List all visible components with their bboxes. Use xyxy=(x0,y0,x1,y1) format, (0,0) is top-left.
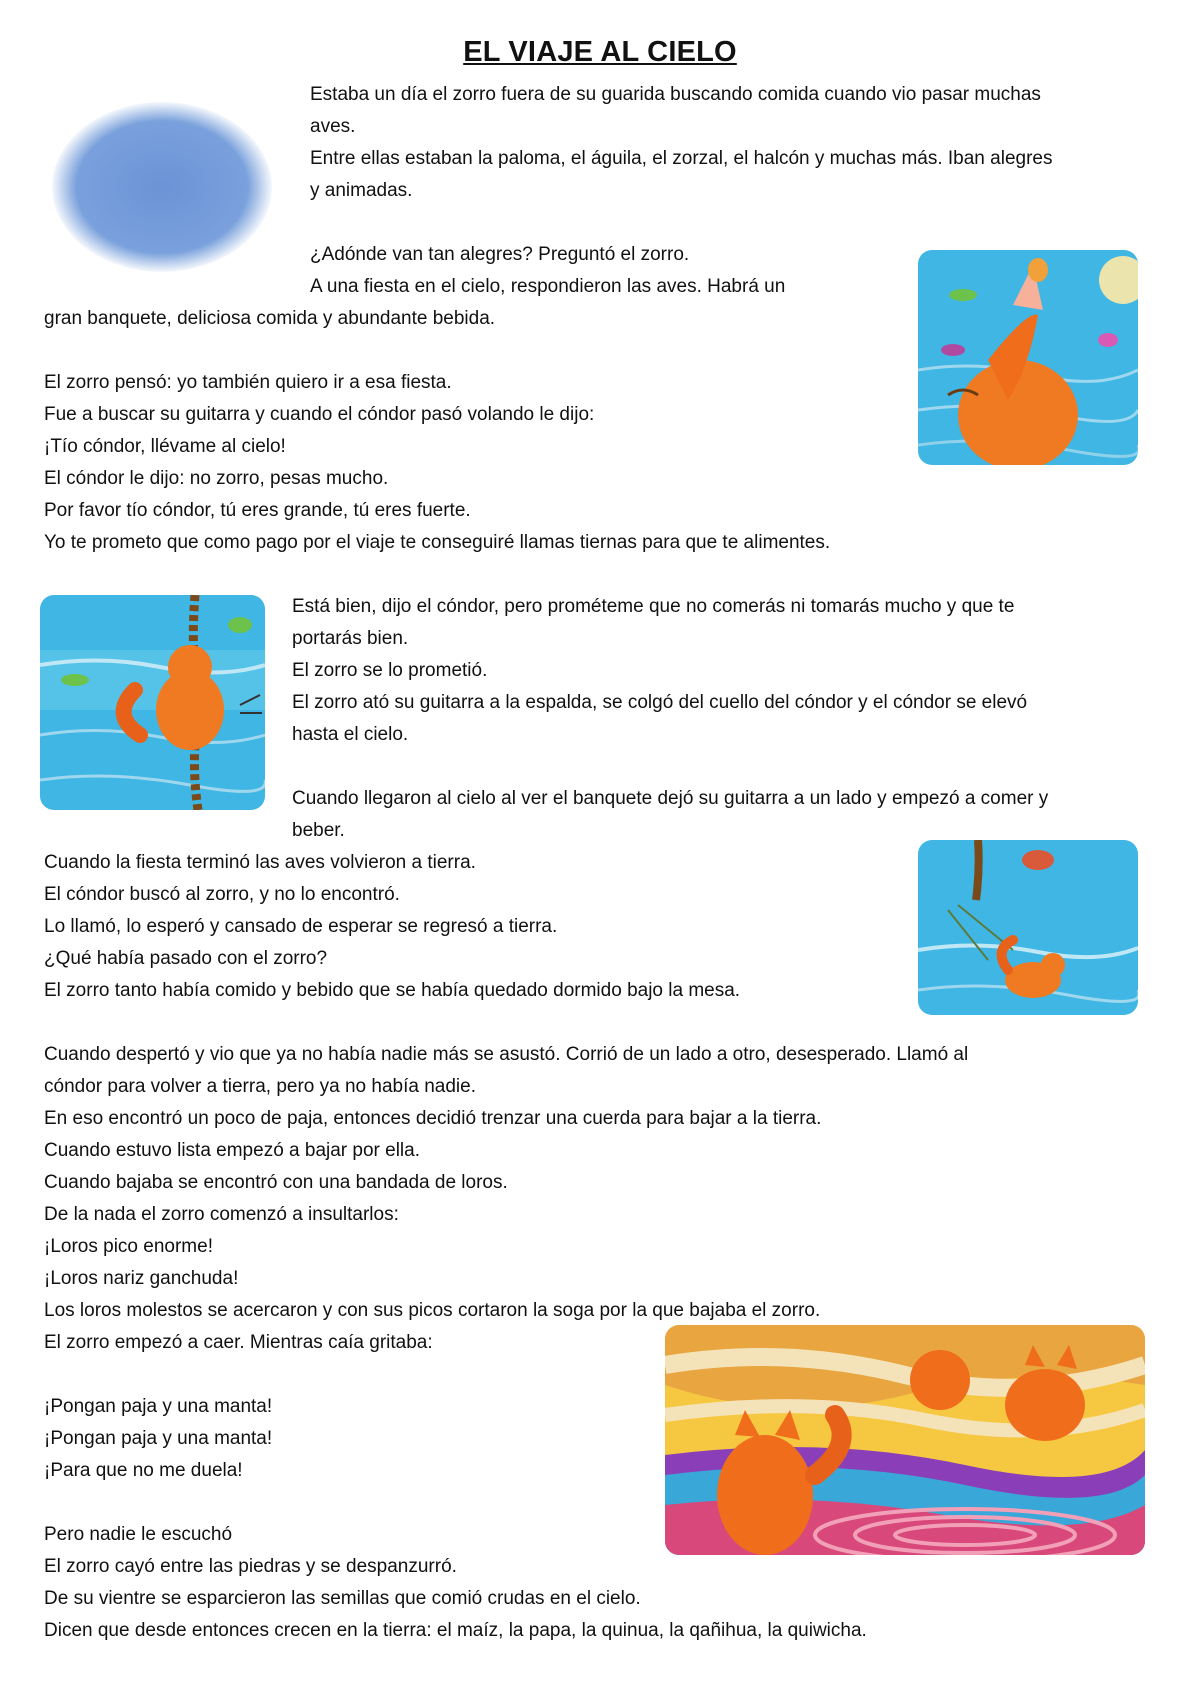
text-line: y animadas. xyxy=(310,180,413,201)
text-line: Pero nadie le escuchó xyxy=(44,1524,233,1545)
fox-landing-illustration xyxy=(665,1325,1145,1555)
text-line: ¡Pongan paja y una manta! xyxy=(44,1396,273,1417)
text-line: Cuando llegaron al cielo al ver el banquete dejó su guitarra a un lado y empezó a comer y xyxy=(292,788,1049,809)
text-line: Entre ellas estaban la paloma, el águila, el zorzal, el halcón y muchas más. Iban alegres xyxy=(310,148,1053,169)
text-line: ¡Loros pico enorme! xyxy=(44,1236,213,1257)
blue-blob-decoration xyxy=(52,102,272,272)
text-line: El zorro empezó a caer. Mientras caía gritaba: xyxy=(44,1332,433,1353)
text-line: El zorro pensó: yo también quiero ir a esa fiesta. xyxy=(44,372,452,393)
text-line: Cuando despertó y vio que ya no había nadie más se asustó. Corrió de un lado a otro, desesperado. Llamó al xyxy=(44,1044,969,1065)
text-line: Los loros molestos se acercaron y con sus picos cortaron la soga por la que bajaba el zorro. xyxy=(44,1300,821,1321)
text-line: Por favor tío cóndor, tú eres grande, tú eres fuerte. xyxy=(44,500,471,521)
text-line: Dicen que desde entonces crecen en la tierra: el maíz, la papa, la quinua, la qañihua, la quiwicha. xyxy=(44,1620,867,1641)
text-line: ¿Adónde van tan alegres? Preguntó el zorro. xyxy=(310,244,690,265)
text-line: aves. xyxy=(310,116,356,137)
text-line: Cuando la fiesta terminó las aves volvieron a tierra. xyxy=(44,852,476,873)
text-line: Está bien, dijo el cóndor, pero prométeme que no comerás ni tomarás mucho y que te xyxy=(292,596,1015,617)
text-line: Estaba un día el zorro fuera de su guarida buscando comida cuando vio pasar muchas xyxy=(310,84,1041,105)
text-line: beber. xyxy=(292,820,345,841)
text-line: A una fiesta en el cielo, respondieron las aves. Habrá un xyxy=(310,276,786,297)
text-line: El zorro tanto había comido y bebido que se había quedado dormido bajo la mesa. xyxy=(44,980,741,1001)
text-line: ¡Loros nariz ganchuda! xyxy=(44,1268,239,1289)
text-line: El zorro cayó entre las piedras y se despanzurró. xyxy=(44,1556,457,1577)
page-title: EL VIAJE AL CIELO xyxy=(463,36,737,68)
text-line: hasta el cielo. xyxy=(292,724,409,745)
text-line: ¿Qué había pasado con el zorro? xyxy=(44,948,328,969)
text-line: El zorro ató su guitarra a la espalda, se colgó del cuello del cóndor y el cóndor se elevó xyxy=(292,692,1028,713)
text-line: El cóndor buscó al zorro, y no lo encontró. xyxy=(44,884,400,905)
text-line: El zorro se lo prometió. xyxy=(292,660,488,681)
text-line: portarás bien. xyxy=(292,628,409,649)
falling-fox-illustration xyxy=(918,840,1138,1015)
text-line: ¡Pongan paja y una manta! xyxy=(44,1428,273,1449)
text-line: ¡Tío cóndor, llévame al cielo! xyxy=(44,436,286,457)
fox-on-rope-illustration xyxy=(40,595,265,810)
fox-looking-up-illustration xyxy=(918,250,1138,465)
text-line: Cuando bajaba se encontró con una bandada de loros. xyxy=(44,1172,508,1193)
text-line: De su vientre se esparcieron las semillas que comió crudas en el cielo. xyxy=(44,1588,641,1609)
text-line: Fue a buscar su guitarra y cuando el cóndor pasó volando le dijo: xyxy=(44,404,595,425)
text-line: cóndor para volver a tierra, pero ya no había nadie. xyxy=(44,1076,476,1097)
text-line: Cuando estuvo lista empezó a bajar por ella. xyxy=(44,1140,421,1161)
text-line: En eso encontró un poco de paja, entonces decidió trenzar una cuerda para bajar a la tierra. xyxy=(44,1108,822,1129)
text-line: ¡Para que no me duela! xyxy=(44,1460,243,1481)
text-line: gran banquete, deliciosa comida y abundante bebida. xyxy=(44,308,496,329)
text-line: El cóndor le dijo: no zorro, pesas mucho. xyxy=(44,468,389,489)
text-line: Lo llamó, lo esperó y cansado de esperar se regresó a tierra. xyxy=(44,916,558,937)
text-line: De la nada el zorro comenzó a insultarlos: xyxy=(44,1204,399,1225)
text-line: Yo te prometo que como pago por el viaje te conseguiré llamas tiernas para que te alimentes. xyxy=(44,532,831,553)
